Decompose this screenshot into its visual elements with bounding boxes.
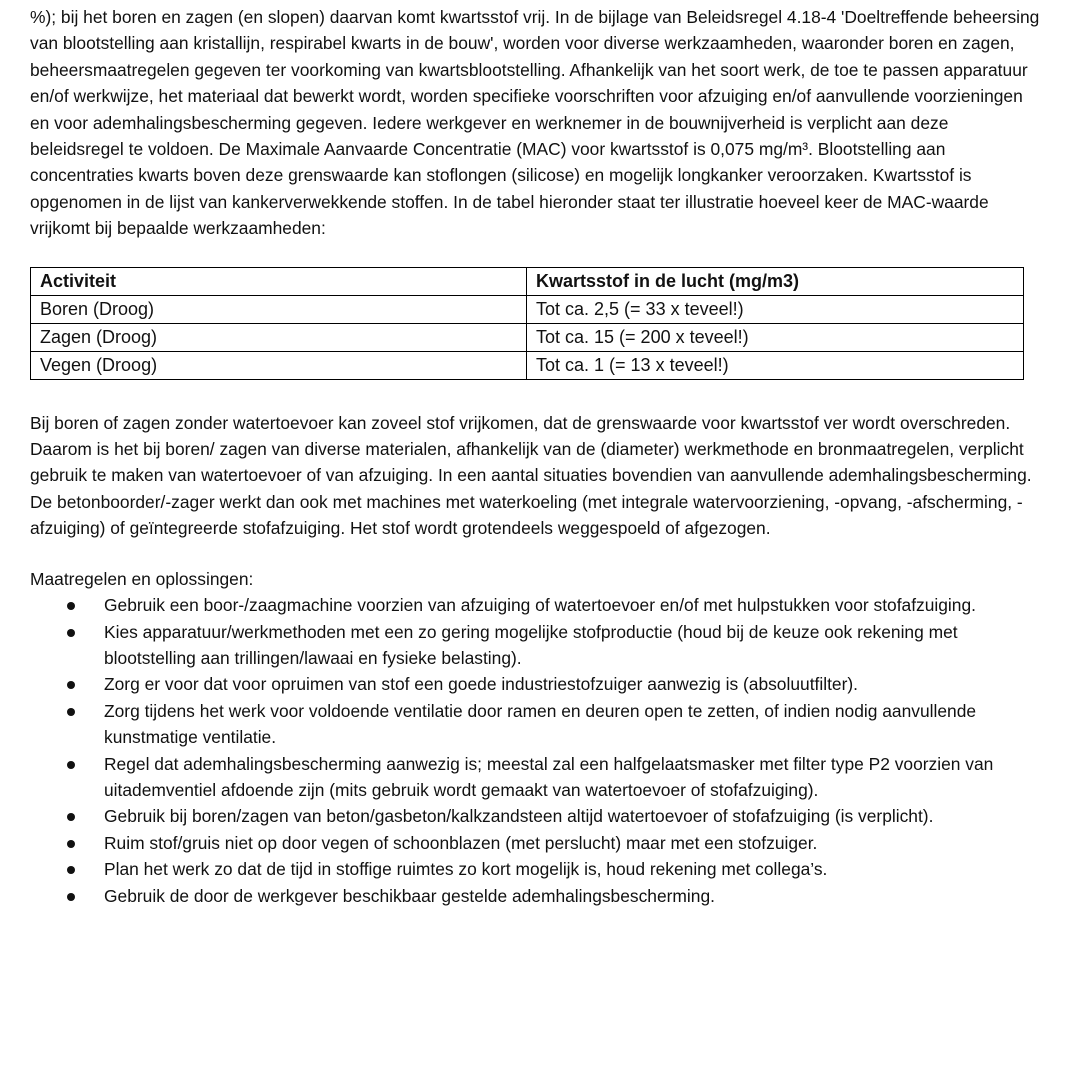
bullet-icon — [67, 708, 75, 716]
water-supply-paragraph: Bij boren of zagen zonder watertoevoer kan zoveel stof vrijkomen, dat de grenswaarde voor kwartsstof ver wordt overschreden. Daarom is het bij boren/ zagen van diverse materialen, afhankelijk van de (diameter) werkmethode en bronmaatregelen, verplicht gebruik te maken van watertoevoer of van afzuiging. In een aantal situaties bovendien van aanvullende ademhalingsbescherming. De betonboorder/-zager werkt dan ook met machines met waterkoeling (met integrale watervoorziening, -opvang, -afscherming, -afzuiging) of geïntegreerde stofafzuiging. Het stof wordt grotendeels weggespoeld of afgezogen. — [30, 412, 1032, 539]
list-item-text: Gebruik een boor-/zaagmachine voorzien van afzuiging of watertoevoer en/of met hulpstukken voor stofafzuiging. — [104, 595, 976, 616]
exposure-table — [30, 267, 1024, 380]
bullet-icon — [67, 840, 75, 848]
table-row — [31, 295, 1024, 323]
list-item-text: Ruim stof/gruis niet op door vegen of schoonblazen (met perslucht) maar met een stofzuiger. — [104, 832, 818, 853]
list-item — [104, 671, 1040, 697]
table-cell-quartz-dust: Tot ca. 1 (= 13 x teveel!) — [527, 351, 1024, 379]
list-item-text: Zorg er voor dat voor opruimen van stof een goede industriestofzuiger aanwezig is (absoluutfilter). — [104, 674, 858, 695]
table-header-quartz-dust: Kwartsstof in de lucht (mg/m3) — [527, 267, 1024, 295]
list-item — [104, 883, 1040, 909]
table-cell-quartz-dust: Tot ca. 2,5 (= 33 x teveel!) — [527, 295, 1024, 323]
table-header-activity: Activiteit — [31, 267, 527, 295]
list-item — [104, 698, 1040, 751]
table-header-row — [31, 267, 1024, 295]
table-row — [31, 351, 1024, 379]
list-item-text: Regel dat ademhalingsbescherming aanwezig is; meestal zal een halfgelaatsmasker met filter type P2 voorzien van uitademventiel afdoende zijn (mits gebruik wordt gemaakt van watertoevoer of stofafzuiging). — [104, 753, 994, 800]
list-item — [104, 592, 1040, 618]
list-item — [104, 830, 1040, 856]
bullet-icon — [67, 866, 75, 874]
table-row — [31, 323, 1024, 351]
list-item-text: Kies apparatuur/werkmethoden met een zo gering mogelijke stofproductie (houd bij de keuze ook rekening met blootstelling aan trillingen/lawaai en fysieke belasting). — [104, 621, 958, 668]
list-item — [104, 619, 1040, 672]
table-cell-activity: Vegen (Droog) — [31, 351, 527, 379]
list-item — [104, 751, 1040, 804]
measures-list — [30, 592, 1040, 909]
bullet-icon — [67, 602, 75, 610]
table-cell-activity: Boren (Droog) — [31, 295, 527, 323]
bullet-icon — [67, 761, 75, 769]
exposure-table-wrapper — [30, 267, 1023, 380]
bullet-icon — [67, 893, 75, 901]
intro-paragraph: %); bij het boren en zagen (en slopen) daarvan komt kwartsstof vrij. In de bijlage van Beleidsregel 4.18-4 'Doeltreffende beheersing van blootstelling aan kristallijn, respirabel kwarts in de bouw', worden voor diverse werkzaamheden, waaronder boren en zagen, beheersmaatregelen gegeven ter voorkoming van kwartsblootstelling. Afhankelijk van het soort werk, de toe te passen apparatuur en/of werkwijze, het materiaal dat bewerkt wordt, worden specifieke voorschriften voor afzuiging en/of aanvullende voorzieningen en voor ademhalingsbescherming gegeven. Iedere werkgever en werknemer in de bouwnijverheid is verplicht aan deze beleidsregel te voldoen. De Maximale Aanvaarde Concentratie (MAC) voor kwartsstof is 0,075 mg/m³. Blootstelling aan concentraties kwarts boven deze grenswaarde kan stoflongen (silicose) en mogelijk longkanker veroorzaken. Kwartsstof is opgenomen in de lijst van kankerverwekkende stoffen. In de tabel hieronder staat ter illustratie hoeveel keer de MAC-waarde vrijkomt bij bepaalde werkzaamheden: — [30, 7, 1040, 239]
list-item-text: Gebruik bij boren/zagen van beton/gasbeton/kalkzandsteen altijd watertoevoer of stofafzuiging (is verplicht). — [104, 806, 934, 827]
table-cell-quartz-dust: Tot ca. 15 (= 200 x teveel!) — [527, 323, 1024, 351]
list-item-text: Zorg tijdens het werk voor voldoende ventilatie door ramen en deuren open te zetten, of indien nodig aanvullende kunstmatige ventilatie. — [104, 700, 977, 748]
bullet-icon — [67, 681, 75, 689]
list-item — [104, 803, 1040, 829]
table-cell-activity: Zagen (Droog) — [31, 323, 527, 351]
list-item-text: Gebruik de door de werkgever beschikbaar gestelde ademhalingsbescherming. — [104, 885, 715, 906]
list-item — [104, 856, 1040, 882]
list-item-text: Plan het werk zo dat de tijd in stoffige ruimtes zo kort mogelijk is, houd rekening met collega’s. — [104, 859, 828, 880]
bullet-icon — [67, 629, 75, 637]
measures-heading: Maatregelen en oplossingen: — [30, 568, 254, 589]
bullet-icon — [67, 813, 75, 821]
